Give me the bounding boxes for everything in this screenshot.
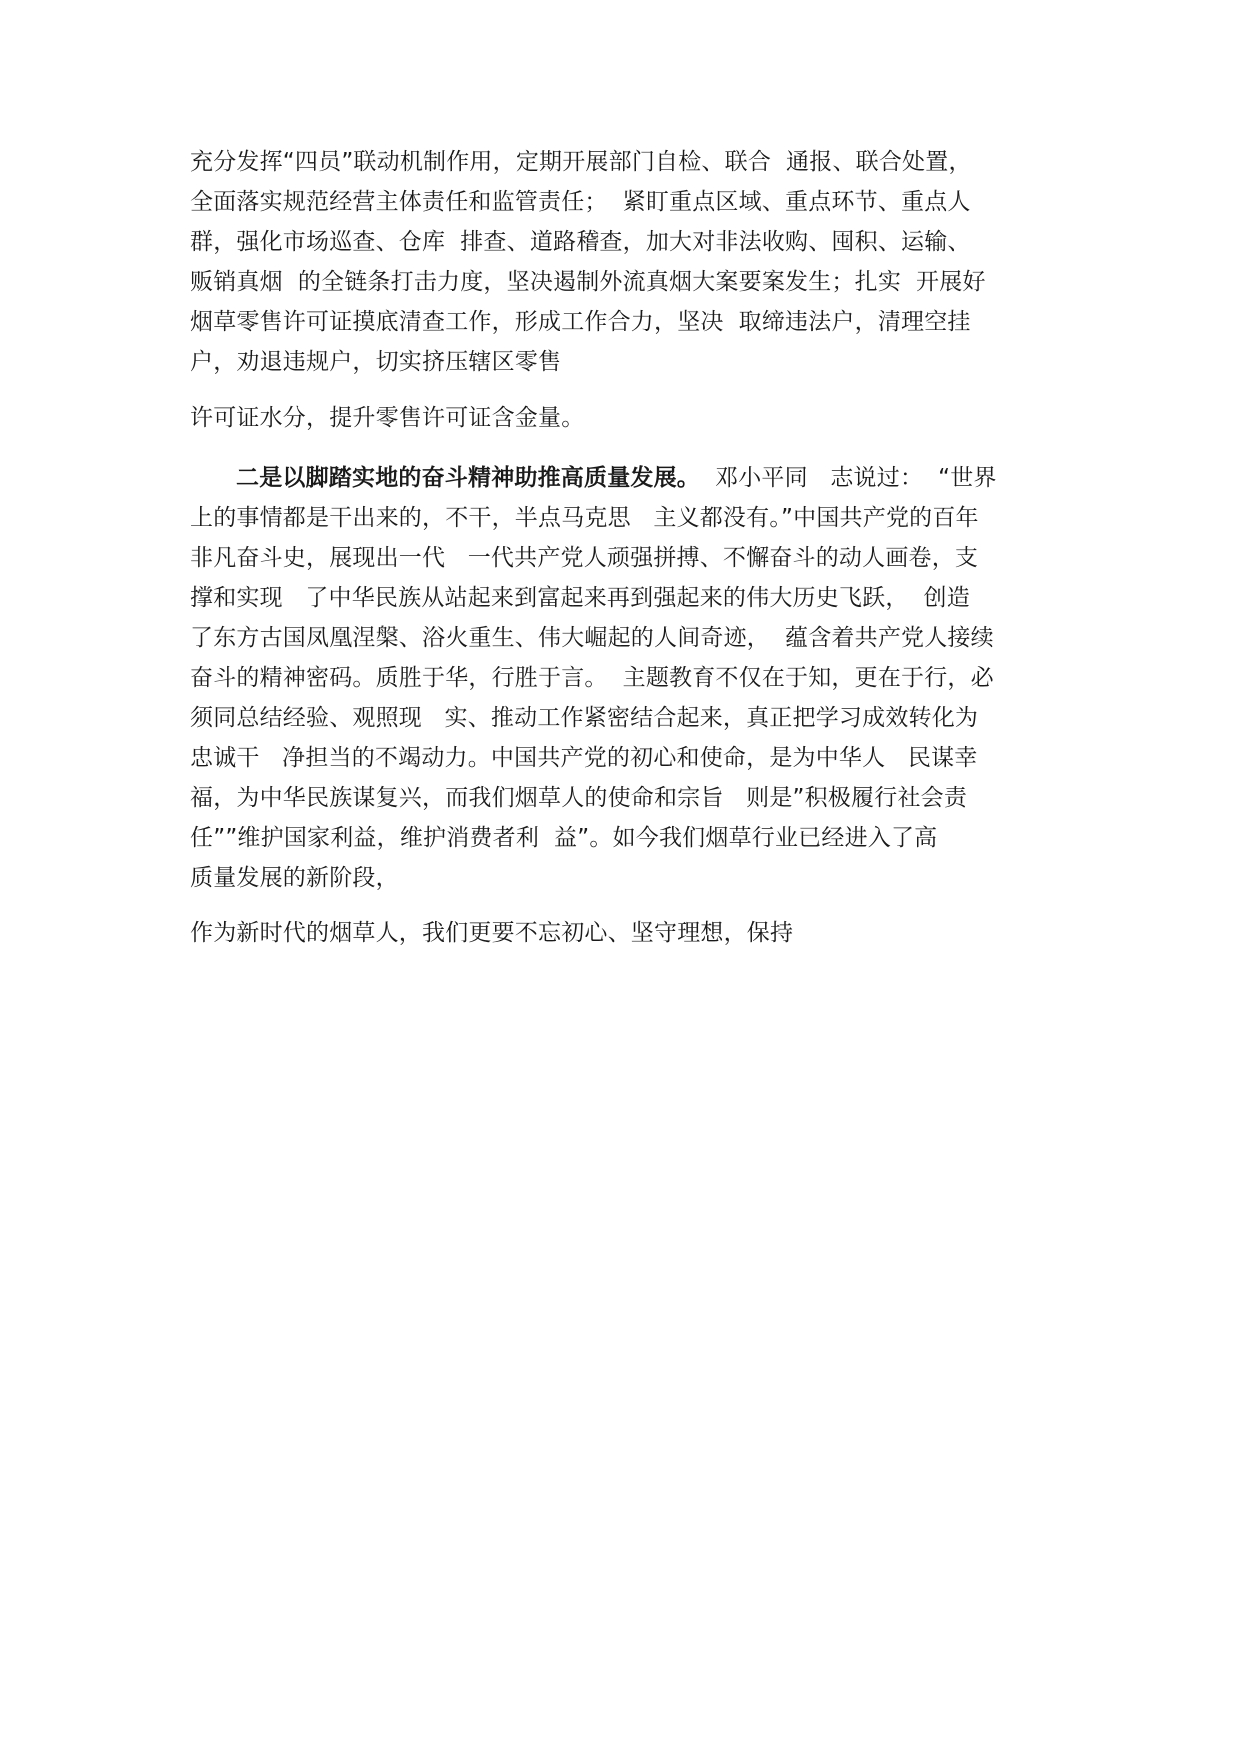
text-line: 群，强化市场巡查、仓库 排查、道路稽查，加大对非法收购、囤积、运输、: [190, 229, 971, 255]
text-line: [236, 463, 997, 493]
text-line: 许可证水分，提升零售许可证含金量。: [190, 405, 585, 431]
text-line: 质量发展的新阶段，: [190, 865, 399, 891]
text-line: 福，为中华民族谋复兴，而我们烟草人的使命和宗旨 则是”积极履行社会责: [190, 785, 968, 811]
heading-continuation: 邓小平同 志说过： “世界: [700, 465, 997, 491]
text-line: 全面落实规范经营主体责任和监管责任； 紧盯重点区域、重点环节、重点人: [190, 189, 971, 215]
text-line: 忠诚干 净担当的不竭动力。中国共产党的初心和使命，是为中华人 民谋幸: [190, 745, 978, 771]
text-line: 烟草零售许可证摸底清查工作，形成工作合力，坚决 取缔违法户，清理空挂: [190, 309, 971, 335]
text-line: 奋斗的精神密码。质胜于华，行胜于言。 主题教育不仅在于知，更在于行，必: [190, 665, 994, 691]
text-line: 上的事情都是干出来的，不干，半点马克思 主义都没有。”中国共产党的百年: [190, 505, 979, 531]
text-line: 充分发挥“四员”联动机制作用，定期开展部门自检、联合 通报、联合处置，: [190, 149, 972, 175]
text-line: 贩销真烟 的全链条打击力度，坚决遏制外流真烟大案要案发生；扎实 开展好: [190, 269, 986, 295]
section-heading: 二是以脚踏实地的奋斗精神助推高质量发展。: [236, 465, 700, 491]
text-line: 非凡奋斗史，展现出一代 一代共产党人顽强拼搏、不懈奋斗的动人画卷，支: [190, 545, 979, 571]
text-line: 须同总结经验、观照现 实、推动工作紧密结合起来，真正把学习成效转化为: [190, 705, 979, 731]
text-line: 作为新时代的烟草人，我们更要不忘初心、坚守理想，保持: [190, 920, 794, 946]
text-line: 户，劝退违规户，切实挤压辖区零售: [190, 349, 562, 375]
text-line: 了东方古国凤凰涅槃、浴火重生、伟大崛起的人间奇迹， 蕴含着共产党人接续: [190, 625, 994, 651]
text-line: 撑和实现 了中华民族从站起来到富起来再到强起来的伟大历史飞跃， 创造: [190, 585, 970, 611]
text-line: 任””维护国家利益，维护消费者利 益”。如今我们烟草行业已经进入了高: [190, 825, 938, 851]
